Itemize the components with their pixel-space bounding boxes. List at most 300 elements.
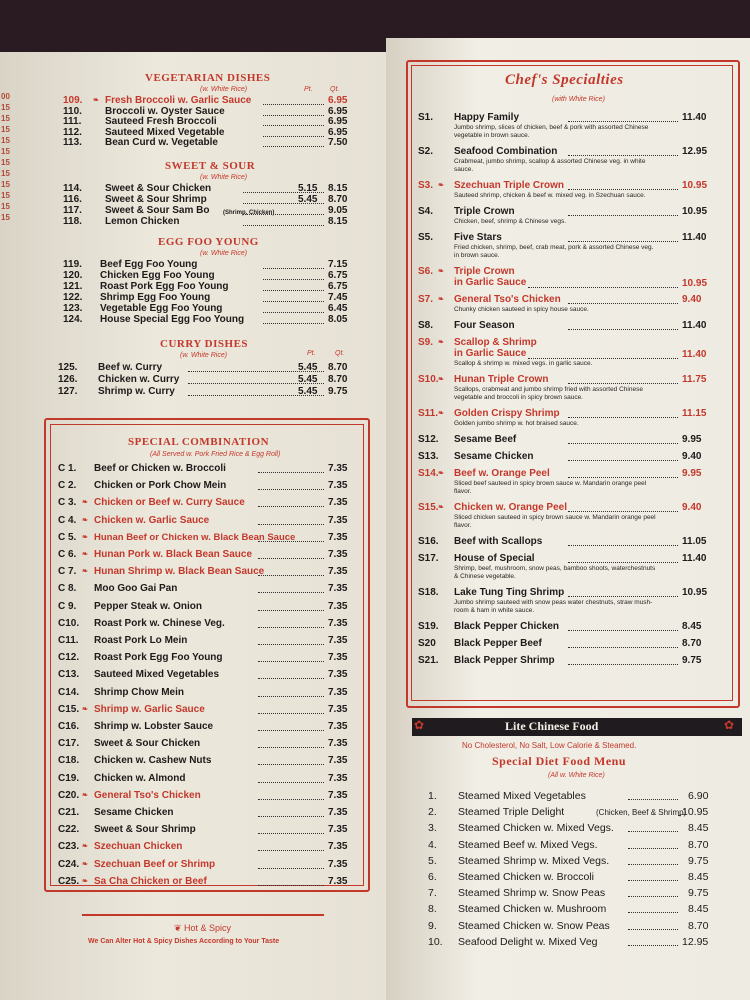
item-name: Szechuan Beef or Shrimp [94,858,216,870]
leader-dots [258,506,324,507]
item-price: 11.15 [682,408,707,419]
item-price: 7.35 [328,703,348,715]
item-number: S15. [418,502,439,513]
item-number: 10. [428,935,443,948]
item-price-quart: 8.70 [328,194,348,205]
leader-dots [568,630,678,631]
item-number: 3. [428,822,437,835]
item-name: Lemon Chicken [105,216,180,227]
item-name: Chicken w. Cashew Nuts [94,755,212,767]
menu-row [418,206,728,218]
menu-row [418,536,728,548]
item-price: 9.75 [682,655,702,666]
item-price: 9.75 [688,887,709,900]
lite-tagline: No Cholesterol, No Salt, Low Calorie & Steamed. [462,741,637,750]
item-price-quart: 9.75 [328,386,348,397]
item-price: 7.35 [328,583,348,595]
item-number: 4. [428,838,437,851]
edge-number: 15 [1,136,10,145]
item-name: Triple Crown [454,206,515,217]
item-description: Shrimp, beef, mushroom, snow peas, bamboo shoots, waterchestnuts [454,565,656,572]
leader-dots [258,782,324,783]
menu-row [428,839,728,851]
menu-row [418,553,728,565]
menu-row [428,855,728,867]
leader-dots [628,831,678,832]
item-name: Moo Goo Gai Pan [94,583,178,595]
item-price: 9.75 [688,854,709,867]
item-description: flavor. [454,488,472,495]
item-name: Chicken or Beef w. Curry Sauce [94,497,245,509]
edge-number: 15 [1,147,10,156]
item-name: Steamed Beef w. Mixed Vegs. [458,838,598,851]
leader-dots [628,945,678,946]
item-price: 11.75 [682,374,707,385]
item-name: Steamed Mixed Vegetables [458,790,586,802]
leader-dots [258,644,324,645]
item-name: Sesame Chicken [94,807,174,818]
item-number: C 2. [58,480,77,492]
item-number: S4. [418,206,434,217]
item-name: Black Pepper Shrimp [454,655,555,666]
item-price: 11.40 [682,112,707,123]
menu-row [58,841,358,853]
leader-dots [568,596,678,597]
item-name: Triple Crown [454,266,515,277]
leader-dots [568,647,678,648]
item-number: C22. [58,824,80,836]
item-number: C 4. [58,514,77,526]
item-name: Four Season [454,320,515,331]
leader-dots [258,799,324,800]
menu-row [418,587,728,599]
menu-row [63,216,368,228]
hot-spicy-pepper-icon: ❧ [82,705,88,713]
item-price: 7.35 [328,686,348,698]
item-description: vegetable and broccoli in spicy brown sauce. [454,394,583,401]
item-number: 2. [428,806,437,819]
lite-menu-title: Special Diet Food Menu [492,754,626,768]
item-number: 111. [63,116,82,127]
edge-number: 15 [1,103,10,112]
item-name: General Tso's Chicken [454,294,561,305]
hot-spicy-pepper-icon: ❧ [438,339,444,346]
menu-row [58,532,358,544]
item-number: C 3. [58,497,77,509]
item-number: C23. [58,841,80,853]
hot-spicy-pepper-icon: ❧ [82,533,88,541]
item-price-pint: 5.45 [298,194,318,205]
item-price: 7.35 [328,549,348,560]
menu-row [428,920,728,932]
hot-spicy-pepper-icon: ❧ [82,791,88,799]
item-price: 11.40 [682,320,707,331]
item-description: Golden jumbo shrimp w. hot braised sauce. [454,420,579,427]
menu-row [58,386,368,398]
menu-row [428,903,728,915]
leader-dots [258,696,324,697]
item-price: 6.95 [328,105,348,117]
menu-row [58,807,358,819]
item-price: 6.95 [328,126,348,138]
leader-dots [263,301,324,302]
menu-row [58,704,358,716]
item-price: 8.45 [688,903,709,916]
leader-dots [568,443,678,444]
item-price-quart: 8.15 [328,216,348,227]
leader-dots [258,885,324,886]
item-number: 127. [58,386,78,397]
item-name: Hunan Beef or Chicken w. Black Bean Sauce [94,531,296,543]
leader-dots [568,241,678,242]
item-name: Chicken w. Orange Peel [454,502,568,513]
item-number: 8. [428,903,437,916]
item-number: C17. [58,738,80,750]
menu-row [418,655,728,667]
item-name: Beef w. Curry [98,362,163,373]
leader-dots [258,610,324,611]
hot-spicy-pepper-icon: ❧ [93,97,99,104]
item-name: Golden Crispy Shrimp [454,408,560,419]
item-description: & Chinese vegetable. [454,573,516,580]
menu-row [58,601,358,613]
item-number: S20 [418,638,436,649]
item-number: S16. [418,536,439,547]
item-description: Sliced chicken sauteed in spicy brown sauce w. Mandarin orange peel [454,514,656,521]
menu-row [58,669,358,681]
item-price: 7.35 [328,772,348,784]
leader-dots [568,329,678,330]
leader-dots [243,214,324,215]
item-name: Sweet & Sour Sam Bo [105,205,210,216]
leader-dots [258,524,324,525]
item-description: vegetable in brown sauce. [454,132,530,139]
item-price: 7.35 [328,463,348,474]
item-name: House of Special [454,553,535,564]
item-name: Roast Pork Egg Foo Young [94,652,223,664]
item-number: 109. [63,95,83,106]
item-description: Chunky chicken sauteed in spicy house sauce. [454,306,589,313]
item-price: 10.95 [682,278,708,289]
item-price-pint: 5.45 [298,362,318,373]
item-number: S2. [418,146,434,157]
menu-row [418,434,728,446]
item-number: S12. [418,434,439,445]
item-number: 1. [428,790,437,802]
item-name: Hunan Pork w. Black Bean Sauce [94,549,253,560]
item-number: 7. [428,887,437,900]
item-number: S11. [418,408,439,419]
item-number: C 7. [58,566,77,578]
item-number: 113. [63,137,82,148]
hot-spicy-pepper-icon: ❧ [82,877,88,885]
edge-number: 15 [1,180,10,189]
leader-dots [568,664,678,665]
item-number: C24. [58,858,80,870]
item-number: S10. [418,374,439,385]
curry-col-pt: Pt. [307,350,316,357]
leader-dots [258,764,324,765]
item-price: 7.35 [328,875,348,887]
leader-dots [568,155,678,156]
item-name: Hunan Triple Crown [454,374,549,385]
vegetarian-col-pt: Pt. [304,86,313,93]
menu-row [418,232,728,244]
leader-dots [258,661,324,662]
item-name: Sesame Chicken [454,451,534,462]
leader-dots [263,146,324,147]
hot-spicy-pepper-icon: ❧ [82,499,88,507]
menu-row [63,314,368,326]
menu-row [418,638,728,650]
item-name: Black Pepper Chicken [454,621,560,632]
menu-row [418,294,728,306]
item-name: Bean Curd w. Vegetable [105,137,218,148]
item-name: Sweet & Sour Chicken [105,183,212,194]
item-price: 9.40 [682,502,702,513]
leader-dots [628,912,678,913]
item-name: Szechuan Chicken [94,841,183,853]
item-name: Steamed Triple Delight [458,806,565,819]
item-price: 11.40 [682,232,707,243]
item-name: Shrimp w. Garlic Sauce [94,703,205,715]
item-price: 7.35 [328,480,348,492]
item-number: C18. [58,755,80,767]
item-name: Beef with Scallops [454,536,543,547]
item-name: Beef or Chicken w. Broccoli [94,463,226,474]
item-name: Sauteed Mixed Vegetable [105,126,225,138]
item-number: C 6. [58,549,77,560]
special-combination-title: SPECIAL COMBINATION [128,436,270,448]
item-price: 10.95 [682,206,708,217]
item-price: 7.35 [328,755,348,767]
lite-menu-subtitle: (All w. White Rice) [548,772,605,779]
leader-dots [528,287,678,288]
item-number: S19. [418,621,439,632]
item-price: 7.35 [328,566,348,578]
menu-row [58,790,358,802]
sweet-sour-title: SWEET & SOUR [165,160,256,172]
leader-dots [568,383,678,384]
edge-number: 00 [1,92,10,101]
edge-number: 15 [1,202,10,211]
leader-dots [258,833,324,834]
item-description: sauce. [454,166,474,173]
item-name: Broccoli w. Oyster Sauce [105,105,225,117]
item-number: 123. [63,303,83,314]
leader-dots [568,215,678,216]
leader-dots [243,225,324,226]
item-name: Szechuan Triple Crown [454,180,565,191]
item-number: C25. [58,875,80,887]
item-number: C12. [58,652,80,664]
vegetarian-title: VEGETARIAN DISHES [145,72,271,84]
item-number: C 8. [58,583,77,595]
item-name: Shrimp w. Lobster Sauce [94,721,214,732]
item-number: 114. [63,183,82,194]
item-number: C19. [58,772,80,784]
item-price: 7.15 [328,259,348,270]
leader-dots [263,268,324,269]
leader-dots [628,896,678,897]
item-number: C10. [58,617,80,629]
menu-row [58,738,358,750]
item-price: 8.70 [688,838,709,851]
item-price: 10.95 [682,806,709,819]
menu-row [418,621,728,633]
menu-row [418,320,728,332]
hot-spicy-pepper-icon: ❧ [82,860,88,868]
item-number: S18. [418,587,439,598]
menu-row [58,566,358,578]
menu-row [58,773,358,785]
menu-row [418,408,728,420]
special-combination-subtitle: (All Served w. Pork Fried Rice & Egg Roll) [150,451,281,458]
menu-row [58,721,358,733]
item-price: 7.35 [328,789,348,801]
menu-row [58,362,368,374]
hot-spicy-pepper-icon: ❧ [82,551,88,558]
item-description: flavor. [454,522,472,529]
item-number: 5. [428,854,437,867]
item-description: Sauteed shrimp, chicken & beef w. mixed veg. in Szechuan sauce. [454,192,646,199]
item-number: C16. [58,721,80,732]
item-number: S17. [418,553,439,564]
item-price: 12.95 [682,935,709,948]
menu-row [58,549,358,561]
item-price: 6.95 [328,95,348,106]
item-name: Lake Tung Ting Shrimp [454,587,565,598]
menu-row [58,876,358,888]
leader-dots [258,558,324,559]
item-price: 8.45 [682,621,702,632]
item-number: S14. [418,468,439,479]
leader-dots [528,358,678,359]
item-name: Chicken w. Almond [94,772,186,784]
item-price: 12.95 [682,146,708,157]
leader-dots [568,189,678,190]
item-number: 126. [58,374,78,385]
item-name: Vegetable Egg Foo Young [100,303,223,314]
lite-banner-flower-right-icon: ✿ [724,718,735,732]
item-price: 7.35 [328,669,348,681]
item-price: 9.40 [682,294,702,305]
sweet-sour-subtitle: (w. White Rice) [200,174,248,181]
chefs-specialties-subtitle: (with White Rice) [552,96,605,103]
item-name: Chicken w. Curry [98,374,180,385]
leader-dots [568,545,678,546]
menu-row [58,652,358,664]
item-description: in brown sauce. [454,252,500,259]
item-number: C15. [58,703,80,715]
lite-banner-title: Lite Chinese Food [505,719,599,733]
item-name: Scallop & Shrimp [454,337,537,348]
leader-dots [258,678,324,679]
item-number: C20. [58,789,80,801]
item-price: 8.45 [688,871,709,883]
item-price: 9.95 [682,434,702,445]
item-name: Steamed Shrimp w. Snow Peas [458,887,606,900]
item-name: Black Pepper Beef [454,638,542,649]
item-price: 11.05 [682,536,707,547]
item-name: Roast Pork Egg Foo Young [100,281,229,292]
item-name: Five Stars [454,232,502,243]
menu-row [58,374,368,386]
item-description: Jumbo shrimp, slices of chicken, beef & pork with assorted Chinese [454,124,649,131]
leader-dots [258,541,324,542]
item-number: 121. [63,281,83,292]
item-price: 7.35 [328,600,348,612]
item-name: Seafood Delight w. Mixed Veg [458,935,598,948]
menu-row [58,755,358,767]
leader-dots [258,627,324,628]
leader-dots [568,121,678,122]
item-price: 7.35 [328,824,348,836]
leader-dots [568,511,678,512]
leader-dots [263,279,324,280]
item-price: 11.40 [682,553,707,564]
item-name: Sweet & Sour Shrimp [94,824,196,836]
menu-row [58,515,358,527]
menu-row [428,887,728,899]
leader-dots [568,303,678,304]
item-name: Chicken Egg Foo Young [100,270,215,281]
item-name: Seafood Combination [454,146,558,157]
menu-row [58,824,358,836]
menu-row [428,936,728,948]
item-name: Beef Egg Foo Young [100,259,198,270]
item-number: 124. [63,314,83,325]
item-number: 116. [63,194,82,205]
leader-dots [263,312,324,313]
item-price: 7.35 [328,721,348,732]
leader-dots [258,868,324,869]
edge-number: 15 [1,191,10,200]
item-price-quart: 8.70 [328,374,348,385]
menu-row [428,871,728,883]
chefs-specialties-title: Chef's Specialties [505,72,624,88]
item-description: Scallops, crabmeat and jumbo shrimp fried with assorted Chinese [454,386,643,393]
hot-spicy-pepper-icon: ❧ [438,182,444,189]
item-number: S7. [418,294,434,305]
menu-row [58,497,358,509]
item-name: Steamed Chicken w. Snow Peas [458,919,610,932]
menu-row [58,635,358,647]
item-name: Chicken w. Garlic Sauce [94,514,210,526]
curry-title: CURRY DISHES [160,338,249,350]
item-name: Chicken or Pork Chow Mein [94,480,227,492]
item-price: 7.35 [328,841,348,853]
item-name: Steamed Chicken w. Mixed Vegs. [458,822,614,835]
leader-dots [568,417,678,418]
hot-spicy-pepper-icon: ❧ [438,410,444,417]
item-number: 119. [63,259,82,270]
leader-dots [258,575,324,576]
leader-dots [628,799,678,800]
item-price-quart: 8.15 [328,183,348,194]
item-price: 7.35 [328,531,348,543]
item-name: Happy Family [454,112,520,123]
item-number: 6. [428,871,437,883]
hot-spicy-pepper-icon: ❧ [438,504,444,511]
hot-spicy-pepper-icon: ❧ [438,376,444,383]
edge-number: 15 [1,114,10,123]
item-number: 118. [63,216,82,227]
item-number: S13. [418,451,439,462]
menu-row [428,806,728,818]
item-price: 6.75 [328,281,348,292]
item-price: 7.35 [328,635,348,646]
